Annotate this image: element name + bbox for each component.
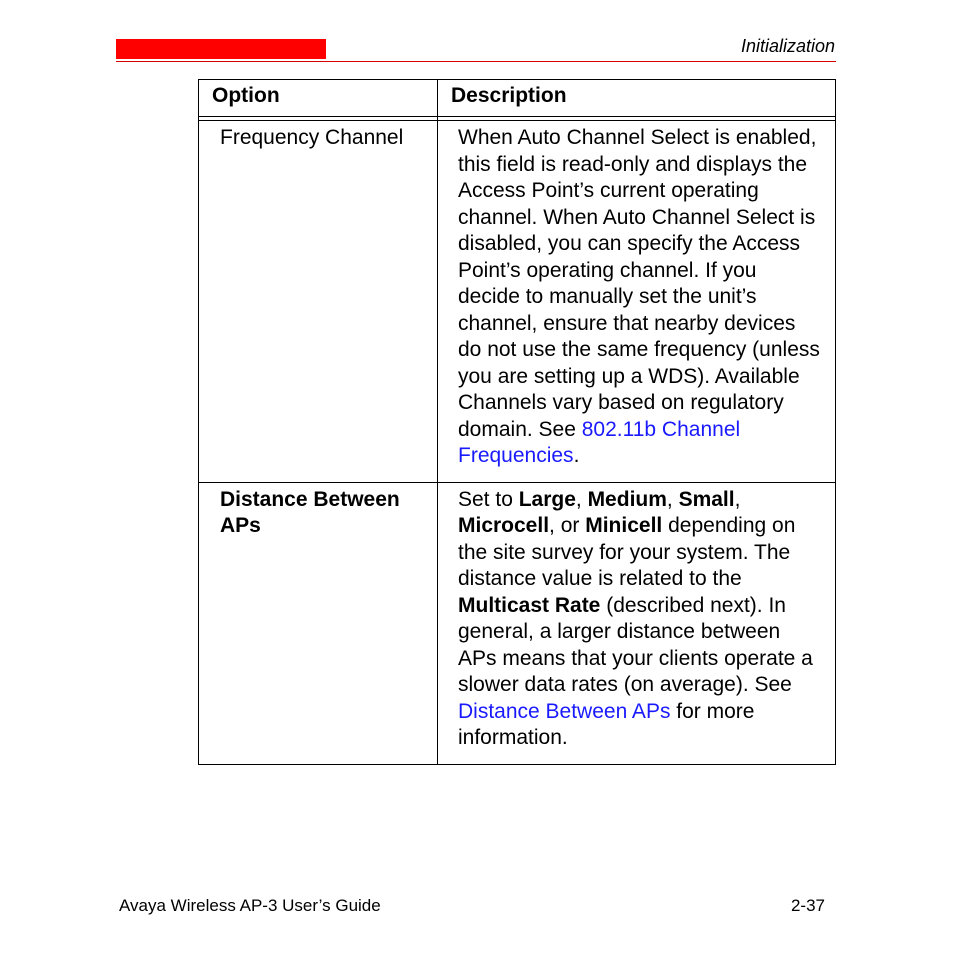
footer-guide-title: Avaya Wireless AP-3 User’s Guide	[119, 896, 381, 915]
description-text: depending on the site survey for your system. The distance value is related to the	[458, 514, 796, 590]
header-red-bar	[116, 39, 326, 59]
distance-between-aps-link[interactable]: Distance Between APs	[458, 699, 671, 723]
section-title: Initialization	[740, 36, 835, 56]
column-header-option: Option	[199, 80, 438, 117]
channel-frequencies-link[interactable]: 802.11b Channel Frequencies	[458, 417, 741, 467]
table-header-row	[199, 80, 836, 117]
description-end: for more information.	[458, 699, 755, 749]
value-medium: Medium	[587, 487, 667, 511]
value-minicell: Minicell	[585, 514, 663, 537]
description-text: , or	[549, 514, 586, 537]
description-cell	[438, 121, 836, 483]
option-name: Frequency Channel	[220, 126, 404, 149]
description-text: ,	[666, 487, 679, 511]
value-large: Large	[518, 487, 576, 511]
header-rule	[116, 61, 836, 62]
options-table	[198, 79, 836, 765]
footer-page-number: 2-37	[790, 896, 825, 915]
description-text: Set to	[458, 487, 519, 511]
value-microcell: Microcell	[458, 514, 550, 537]
column-header-description: Description	[438, 80, 836, 117]
option-name: Distance Between APs	[220, 487, 400, 537]
description-end: .	[573, 444, 580, 467]
multicast-rate-term: Multicast Rate	[458, 593, 601, 617]
table-row	[199, 121, 836, 483]
table-row	[199, 482, 836, 764]
description-text: (described next). In general, a larger distance between APs means that your clients operate a slower data rates (on average). See	[458, 593, 813, 696]
option-cell	[199, 121, 438, 483]
description-text: When Auto Channel Select is enabled, this field is read-only and displays the Access Point’s current operating channel. When Auto Channel Select is disabled, you can specify the Access Point’s operating channel. If you decide to manually set the unit’s channel, ensure that nearby devices do not use the same frequency (unless you are setting up a WDS). Available Channels vary based on regulatory domain. See	[458, 126, 820, 441]
value-small: Small	[678, 487, 735, 511]
description-cell	[438, 482, 836, 764]
description-text: ,	[575, 487, 588, 511]
option-cell	[199, 482, 438, 764]
description-text: ,	[734, 487, 741, 511]
